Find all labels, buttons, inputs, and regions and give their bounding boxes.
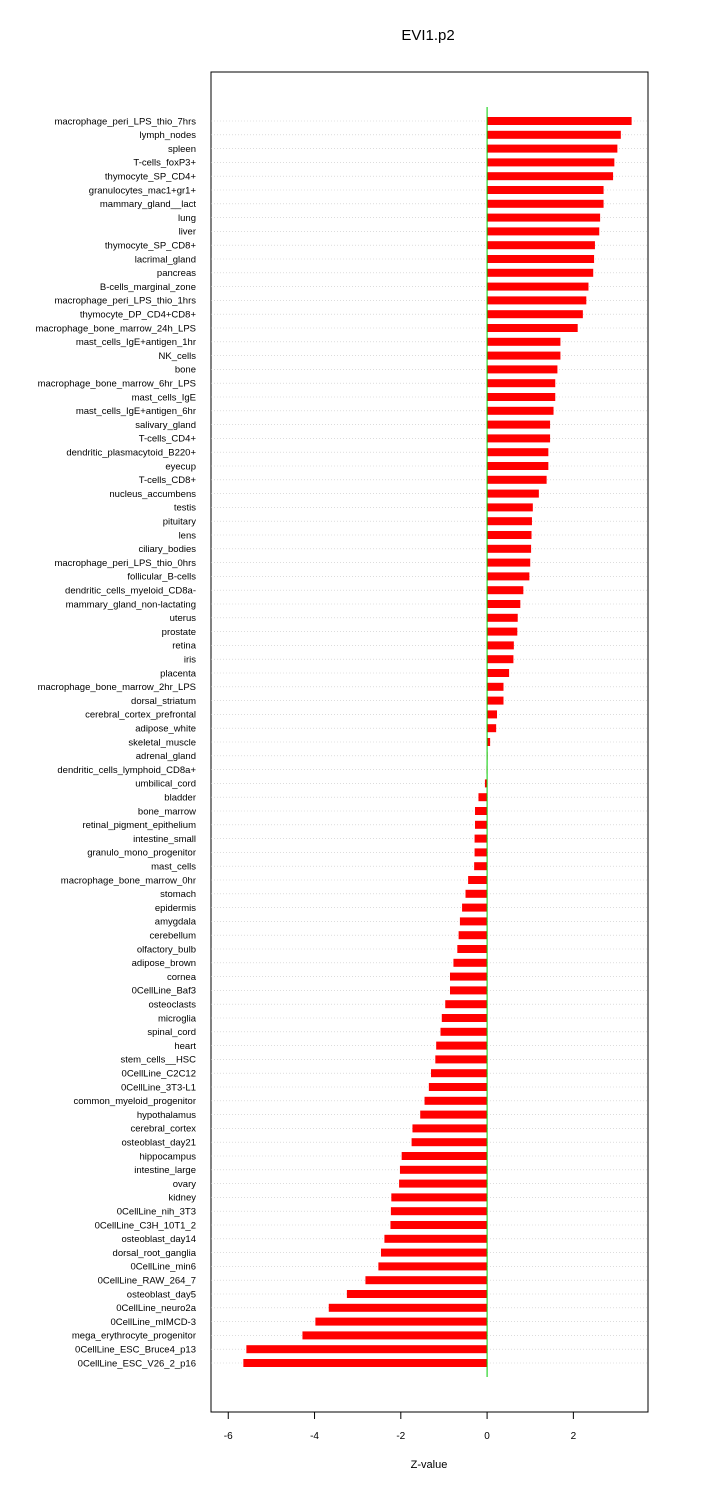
bar [487,641,514,649]
category-label: follicular_B-cells [127,571,196,583]
bar [487,669,509,677]
bar [441,1028,488,1036]
category-label: intestine_large [134,1165,196,1177]
category-label: spinal_cord [147,1027,196,1039]
category-label: macrophage_peri_LPS_thio_1hrs [54,295,196,307]
bar [347,1290,487,1298]
bar [487,227,599,235]
category-labels [35,116,196,1369]
bar [420,1111,487,1119]
bar [487,283,588,291]
bar [487,131,621,139]
bar [487,517,532,525]
bar [487,352,560,360]
bar [487,269,593,277]
category-label: 0CellLine_min6 [130,1261,196,1273]
bar [365,1276,487,1284]
bar [402,1152,487,1160]
bar [466,890,488,898]
bar [436,1042,487,1050]
bar [487,655,513,663]
bar [391,1207,487,1215]
bar [487,490,539,498]
category-label: mast_cells_IgE+antigen_6hr [75,406,196,418]
category-label: T-cells_foxP3+ [133,157,196,169]
category-label: osteoblast_day14 [121,1234,196,1246]
bar [425,1097,488,1105]
category-label: cerebellum [149,930,196,942]
category-label: thymocyte_SP_CD4+ [104,171,196,183]
bar [429,1083,487,1091]
x-tick-label: -6 [223,1431,233,1442]
bar [475,835,488,843]
category-label: thymocyte_SP_CD8+ [104,240,196,252]
category-label: macrophage_peri_LPS_thio_0hrs [54,557,196,569]
category-label: dendritic_plasmacytoid_B220+ [66,447,196,459]
category-label: placenta [160,668,196,680]
bar [487,614,518,622]
category-label: adipose_white [135,723,196,735]
category-label: 0CellLine_mIMCD-3 [110,1316,196,1328]
category-label: stomach [160,889,196,901]
category-label: macrophage_bone_marrow_6hr_LPS [37,378,196,390]
bar [487,379,555,387]
bar [487,476,547,484]
bar [399,1180,487,1188]
bar [487,545,531,553]
category-label: macrophage_peri_LPS_thio_7hrs [54,116,196,128]
category-label: granulocytes_mac1+gr1+ [88,185,196,197]
category-label: epidermis [154,902,196,914]
category-label: lacrimal_gland [134,254,196,266]
bar [487,434,550,442]
category-label: microglia [157,1013,196,1025]
category-label: osteoclasts [148,999,196,1011]
bar [246,1345,487,1353]
category-label: cornea [166,971,196,983]
bar [487,531,531,539]
bar [302,1331,487,1339]
bar [487,393,555,401]
bar [487,462,548,470]
category-label: amygdala [154,916,196,928]
bar [487,338,560,346]
category-label: retina [172,640,196,652]
bar [459,931,487,939]
bar [487,200,603,208]
bar [457,945,487,953]
category-label: dendritic_cells_lymphoid_CD8a+ [57,764,196,776]
category-label: osteoblast_day5 [126,1289,196,1301]
category-label: eyecup [165,461,196,473]
category-label: lymph_nodes [139,130,196,142]
bar [487,324,578,332]
category-label: ciliary_bodies [138,544,196,556]
bar [474,862,487,870]
bar [487,310,583,318]
category-label: dorsal_striatum [131,695,196,707]
bar [487,559,530,567]
category-label: granulo_mono_progenitor [87,847,196,859]
category-label: NK_cells [158,350,196,362]
category-label: bone_marrow [137,806,196,818]
bar [487,697,503,705]
category-label: heart [174,1040,196,1052]
category-label: mast_cells [151,861,196,873]
bar [487,296,586,304]
bar [487,600,520,608]
category-label: stem_cells__HSC [120,1054,196,1066]
category-label: osteoblast_day21 [121,1137,196,1149]
chart-title: EVI1.p2 [401,27,455,44]
bar [468,876,487,884]
bar [487,628,517,636]
category-label: skeletal_muscle [128,737,196,749]
bar [487,145,617,153]
category-label: thymocyte_DP_CD4+CD8+ [79,309,196,321]
category-label: dorsal_root_ganglia [112,1247,196,1259]
category-label: spleen [168,143,196,155]
x-tick-label: -4 [310,1431,319,1442]
category-label: mega_erythrocyte_progenitor [71,1330,196,1342]
bar [487,503,533,511]
category-label: testis [173,502,196,514]
category-label: 0CellLine_Baf3 [131,985,196,997]
category-label: mammary_gland__lact [99,199,196,211]
bar [487,172,613,180]
category-label: T-cells_CD4+ [138,433,196,445]
bar [487,186,603,194]
bar [487,710,497,718]
x-tick-label: -2 [396,1431,406,1442]
category-label: bladder [164,792,196,804]
category-label: 0CellLine_ESC_V26_2_p16 [77,1358,196,1370]
bar [487,255,594,263]
category-label: liver [178,226,196,238]
bar [475,848,488,856]
category-label: T-cells_CD8+ [138,475,196,487]
bar [445,1000,487,1008]
bar [487,241,595,249]
category-label: kidney [168,1192,196,1204]
category-label: 0CellLine_RAW_264_7 [97,1275,196,1287]
grid-lines [211,121,648,1363]
bar [378,1262,487,1270]
category-label: lung [178,212,196,224]
category-label: cerebral_cortex_prefrontal [85,709,196,721]
category-label: uterus [169,613,196,625]
bar [475,807,487,815]
bar [329,1304,487,1312]
bar [487,724,496,732]
category-label: hippocampus [139,1151,196,1163]
bar [487,572,529,580]
bar [431,1069,487,1077]
x-axis [224,1412,577,1442]
category-label: intestine_small [133,833,196,845]
bar [460,917,487,925]
category-label: macrophage_bone_marrow_24h_LPS [35,323,196,335]
x-tick-label: 2 [570,1431,577,1442]
category-label: bone [174,364,196,376]
bar [243,1359,487,1367]
category-label: mammary_gland_non-lactating [65,599,196,611]
bar [478,793,487,801]
bar [450,986,487,994]
x-axis-label: Z-value [410,1459,448,1471]
category-label: macrophage_bone_marrow_2hr_LPS [37,682,196,694]
category-label: cerebral_cortex [130,1123,196,1135]
category-label: iris [183,654,196,666]
category-label: common_myeloid_progenitor [73,1096,196,1108]
category-label: 0CellLine_C2C12 [121,1068,196,1080]
category-label: salivary_gland [135,419,196,431]
category-label: olfactory_bulb [136,944,196,956]
bar [390,1221,487,1229]
bar [487,421,550,429]
bar [487,586,523,594]
bar [453,959,487,967]
category-label: 0CellLine_C3H_10T1_2 [94,1220,196,1232]
bar [384,1235,487,1243]
category-label: lens [178,530,196,542]
category-label: mast_cells_IgE [131,392,196,404]
category-label: hypothalamus [136,1109,196,1121]
category-label: retinal_pigment_epithelium [82,820,196,832]
category-label: adrenal_gland [135,751,196,763]
bar [462,904,487,912]
category-label: adipose_brown [131,958,196,970]
bar [400,1166,487,1174]
category-label: umbilical_cord [135,778,196,790]
bar [381,1249,487,1257]
category-label: ovary [172,1178,196,1190]
category-label: B-cells_marginal_zone [99,281,196,293]
category-label: 0CellLine_nih_3T3 [116,1206,196,1218]
bar [391,1193,487,1201]
bar [487,158,614,166]
bar [412,1124,487,1132]
bar [487,683,503,691]
category-label: macrophage_bone_marrow_0hr [60,875,196,887]
category-label: 0CellLine_3T3-L1 [121,1082,196,1094]
bar [442,1014,487,1022]
bar [435,1055,487,1063]
category-label: dendritic_cells_myeloid_CD8a- [65,585,196,597]
bar [450,973,487,981]
category-label: pituitary [162,516,196,528]
bar [487,407,553,415]
category-label: prostate [161,626,196,638]
bar [487,214,600,222]
bar [475,821,487,829]
category-label: 0CellLine_neuro2a [116,1303,196,1315]
category-label: pancreas [156,268,196,280]
category-label: mast_cells_IgE+antigen_1hr [75,337,196,349]
x-tick-label: 0 [484,1431,490,1442]
bar [487,117,632,125]
bar [487,365,557,373]
bar [315,1318,487,1326]
bar [412,1138,487,1146]
category-label: 0CellLine_ESC_Bruce4_p13 [75,1344,196,1356]
bar [487,448,548,456]
category-label: nucleus_accumbens [109,488,196,500]
